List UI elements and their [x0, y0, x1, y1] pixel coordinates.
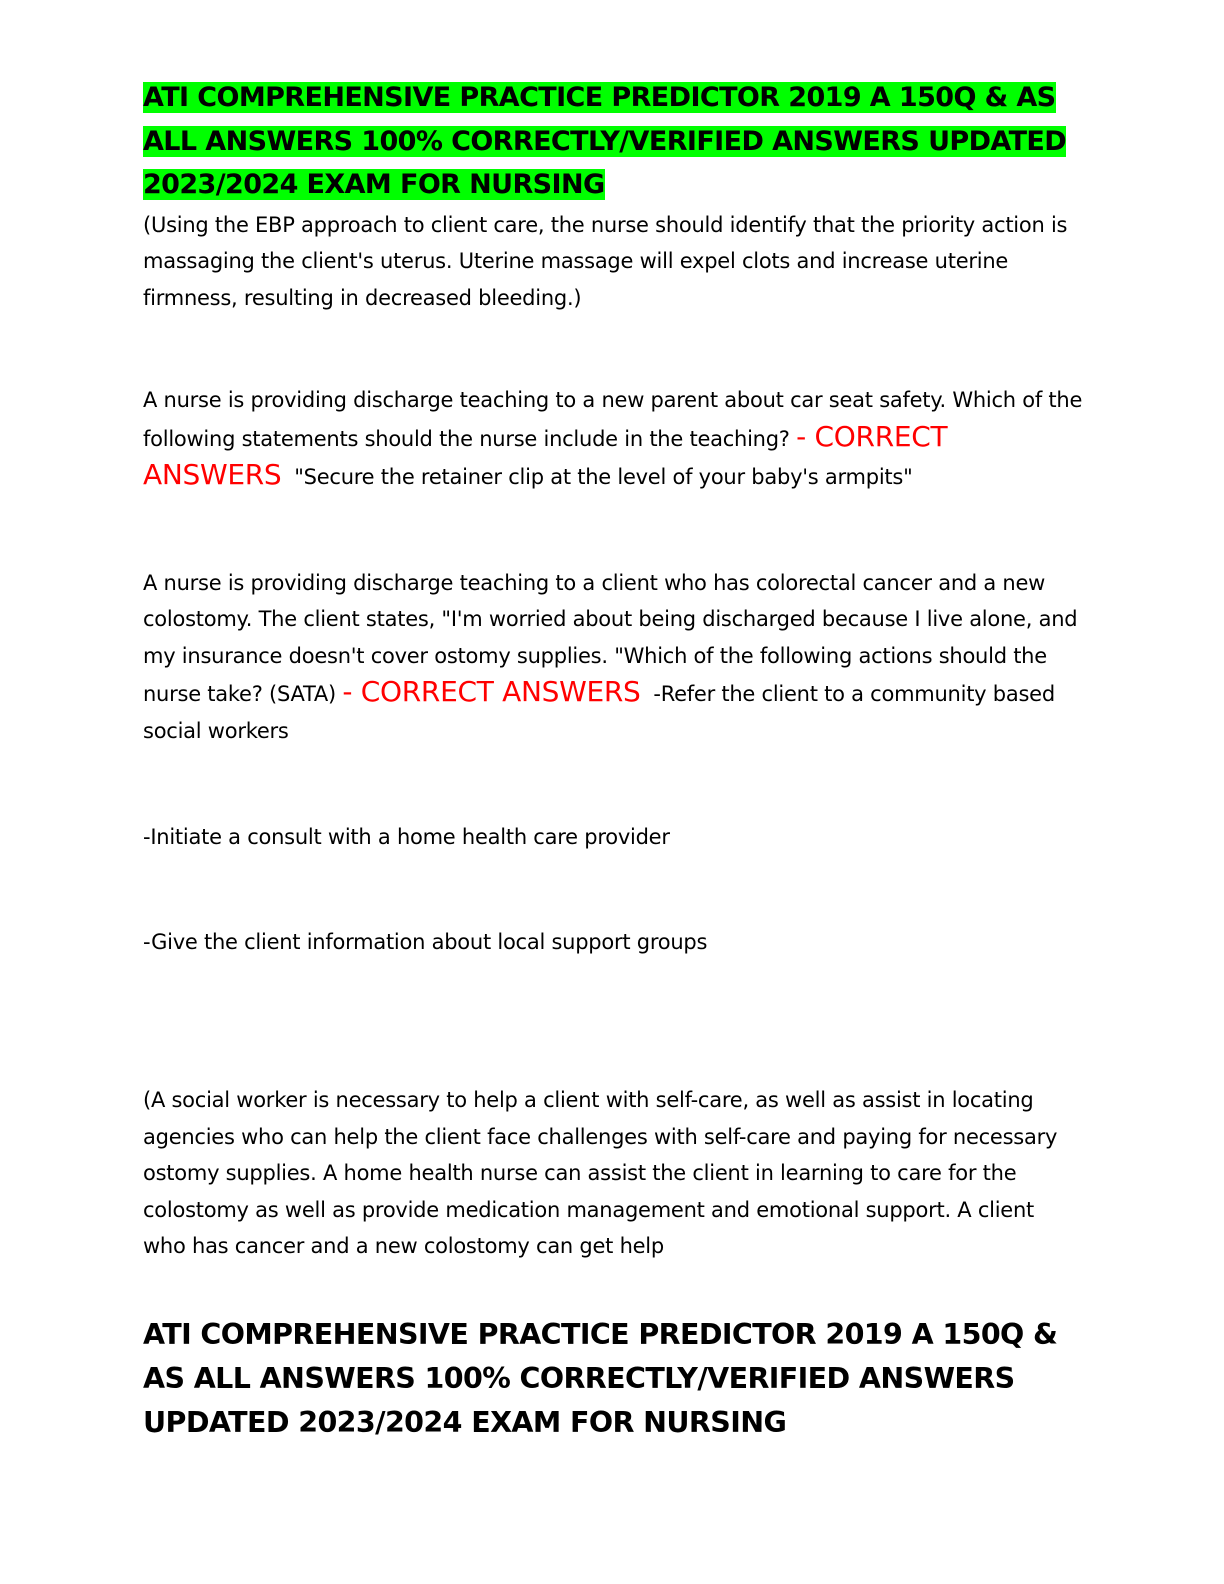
- question-2-marker: - CORRECT ANSWERS: [342, 675, 641, 708]
- question-1-answer: "Secure the retainer clip at the level of your baby's armpits": [294, 465, 913, 489]
- question-1-prompt: A nurse is providing discharge teaching to a new parent about car seat safety. Which of the following statements should the nurse include in the teaching?: [143, 388, 1083, 451]
- document-page: [143, 76, 1083, 1445]
- question-1: [143, 382, 1083, 496]
- question-1-marker: - CORRECT ANSWERS: [143, 419, 948, 491]
- question-2-answer-3: -Give the client information about local support groups: [143, 929, 708, 954]
- question-2-prompt: A nurse is providing discharge teaching to a client who has colorectal cancer and a new colostomy. The client states, "I'm worried about being discharged because I live alone, and my insurance doesn't cover ostomy supplies. "Which of the following actions should the nurse take? (SATA): [143, 570, 1078, 706]
- rationale-2: (A social worker is necessary to help a client with self-care, as well as assist in locating agencies who can help the client face challenges with self-care and paying for necessary ostomy supplies. A home health nurse can assist the client in learning to care for the colostomy as well as provide medication management and emotional support. A client who has cancer and a new colostomy can get help: [143, 1088, 1058, 1258]
- document-title: [143, 76, 1083, 207]
- rationale-1: (Using the EBP approach to client care, the nurse should identify that the priority action is massaging the client's uterus. Uterine massage will expel clots and increase uterine firmness, resulting in decreased bleeding.): [143, 212, 1068, 310]
- question-2-answer-1: -Refer the client to a community based social workers: [143, 682, 1055, 743]
- footer-title: ATI COMPREHENSIVE PRACTICE PREDICTOR 2019 A 150Q & AS ALL ANSWERS 100% CORRECTLY/VERIFIED ANSWERS UPDATED 2023/2024 EXAM FOR NURSING: [143, 1317, 1058, 1439]
- question-2: [143, 565, 1083, 750]
- question-2-answer-2: -Initiate a consult with a home health care provider: [143, 825, 670, 849]
- document-title-highlight: ATI COMPREHENSIVE PRACTICE PREDICTOR 2019 A 150Q & AS ALL ANSWERS 100% CORRECTLY/VERIFIED ANSWERS UPDATED 2023/2024 EXAM FOR NURSING: [143, 82, 1067, 200]
